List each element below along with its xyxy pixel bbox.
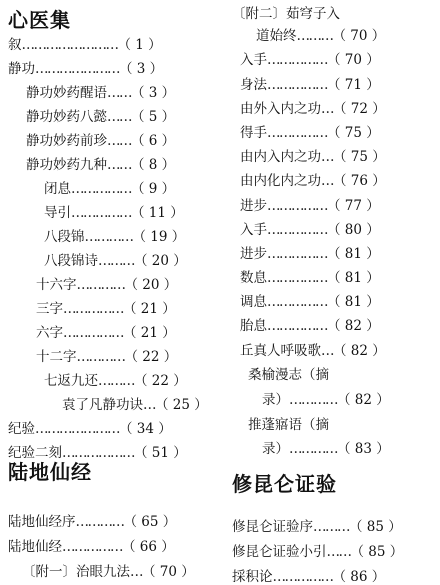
toc-leader-dots: …………… — [71, 181, 131, 197]
toc-leader-dots: …………… — [63, 325, 123, 341]
toc-entry-title: 纪验二刻 — [8, 445, 62, 461]
toc-entry-page: （ 85 ） — [350, 544, 404, 560]
toc-entry — [240, 145, 386, 165]
toc-entry-page: （ 82 ） — [337, 392, 390, 408]
toc-leader-dots: … — [321, 343, 333, 359]
toc-entry — [8, 57, 163, 77]
toc-entry-page: （ 85 ） — [349, 519, 402, 535]
toc-leader-dots: …………… — [267, 294, 327, 310]
toc-entry-page: （ 3 ） — [119, 61, 164, 77]
toc-entry-title: 六字 — [36, 325, 63, 341]
toc-entry — [44, 249, 187, 269]
toc-entry — [256, 24, 385, 44]
toc-entry — [248, 363, 329, 383]
toc-entry — [22, 560, 195, 580]
toc-entry-page: （ 83 ） — [337, 441, 390, 457]
toc-entry — [8, 510, 176, 530]
toc-entry-title: 进步 — [240, 198, 267, 214]
toc-leader-dots: ………… — [75, 514, 124, 530]
toc-entry-title: 录） — [262, 392, 289, 408]
toc-entry — [262, 388, 390, 408]
toc-entry-page: （ 20 ） — [124, 277, 178, 293]
toc-leader-dots: … — [130, 564, 142, 580]
toc-entry-page: （ 5 ） — [131, 109, 176, 125]
toc-entry-title: 陆地仙经序 — [8, 514, 76, 530]
toc-leader-dots: …… — [326, 544, 351, 560]
toc-entry-page: （ 81 ） — [327, 246, 380, 262]
toc-leader-dots: …………… — [71, 205, 131, 221]
toc-entry-title: 静功妙药八懿 — [26, 109, 107, 125]
toc-entry-page: （ 19 ） — [132, 229, 186, 245]
toc-entry-title: 〔附二〕茹穹子入 — [232, 6, 340, 22]
toc-entry-title: 静功妙药前珍 — [26, 133, 107, 149]
toc-leader-dots: …………… — [267, 125, 327, 141]
toc-entry-page: （ 81 ） — [327, 270, 380, 286]
toc-entry-page: （ 25 ） — [155, 397, 208, 413]
toc-entry-title: 数息 — [240, 270, 267, 286]
toc-entry — [26, 105, 175, 125]
toc-entry — [240, 242, 380, 262]
toc-entry-title: 入手 — [240, 222, 267, 238]
toc-entry — [240, 218, 380, 238]
toc-entry-page: （ 76 ） — [333, 173, 386, 189]
toc-leader-dots: ……… — [296, 28, 333, 44]
toc-leader-dots: …………… — [267, 52, 327, 68]
toc-leader-dots: ……… — [98, 373, 134, 389]
toc-entry — [232, 540, 403, 560]
toc-entry — [240, 48, 380, 68]
toc-entry-page: （ 75 ） — [327, 125, 380, 141]
toc-entry-page: （ 3 ） — [131, 85, 176, 101]
toc-leader-dots: …………… — [267, 222, 327, 238]
toc-entry-page: （ 1 ） — [117, 37, 162, 53]
toc-entry — [262, 437, 390, 457]
toc-entry-title: 静功 — [8, 61, 35, 77]
toc-leader-dots: ……………… — [62, 445, 134, 461]
section-heading: 修昆仑证验 — [232, 472, 337, 496]
toc-entry-page: （ 80 ） — [327, 222, 380, 238]
toc-leader-dots: ………………… — [35, 61, 119, 77]
toc-leader-dots: …………… — [267, 198, 327, 214]
toc-entry-title: 修昆仑证验序 — [232, 519, 313, 535]
toc-entry-page: （ 6 ） — [131, 133, 176, 149]
toc-entry-page: （ 9 ） — [131, 181, 176, 197]
toc-leader-dots: …… — [107, 133, 131, 149]
toc-entry — [232, 565, 385, 585]
toc-entry — [44, 225, 185, 245]
toc-entry-title: 叙 — [8, 37, 22, 53]
toc-entry-title: 进步 — [240, 246, 267, 262]
toc-leader-dots: ……… — [313, 519, 349, 535]
toc-leader-dots: …………… — [272, 569, 333, 585]
toc-entry-title: 採积论 — [232, 569, 273, 585]
toc-entry — [8, 33, 162, 53]
toc-entry — [8, 417, 172, 437]
toc-entry-page: （ 82 ） — [327, 318, 380, 334]
toc-entry — [36, 273, 177, 293]
toc-entry — [240, 97, 386, 117]
toc-leader-dots: …………… — [62, 539, 122, 555]
toc-entry-title: 桑榆漫志（摘 — [248, 367, 329, 383]
toc-entry-title: 录） — [262, 441, 289, 457]
toc-entry-page: （ 70 ） — [332, 28, 386, 44]
toc-entry-page: （ 82 ） — [333, 343, 386, 359]
toc-entry-page: （ 22 ） — [124, 349, 178, 365]
toc-entry-title: 袁了凡静功诀 — [62, 397, 143, 413]
toc-entry-title: 十二字 — [36, 349, 77, 365]
toc-entry — [232, 515, 402, 535]
toc-leader-dots: …………… — [267, 270, 327, 286]
toc-entry — [44, 201, 184, 221]
toc-entry-title: 丘真人呼吸歌 — [240, 343, 321, 359]
toc-entry-page: （ 70 ） — [327, 52, 380, 68]
toc-leader-dots: … — [143, 397, 155, 413]
toc-entry — [232, 2, 340, 22]
toc-entry — [36, 345, 177, 365]
toc-entry — [8, 441, 187, 461]
toc-entry — [36, 297, 176, 317]
toc-entry — [26, 153, 175, 173]
toc-entry-page: （ 65 ） — [123, 514, 177, 530]
toc-entry — [8, 535, 175, 555]
toc-leader-dots: … — [321, 101, 333, 117]
toc-entry-title: 静功妙药九种 — [26, 157, 107, 173]
toc-entry — [240, 266, 380, 286]
toc-entry-title: 胎息 — [240, 318, 267, 334]
toc-entry — [240, 73, 380, 93]
toc-entry — [44, 177, 175, 197]
toc-entry-title: 推蓬寤语（摘 — [248, 417, 329, 433]
toc-entry — [240, 121, 380, 141]
toc-leader-dots: ………… — [84, 229, 133, 245]
toc-leader-dots: ………………… — [35, 421, 119, 437]
toc-entry — [62, 393, 208, 413]
section-heading: 心医集 — [8, 8, 71, 32]
toc-entry-page: （ 20 ） — [134, 253, 187, 269]
toc-entry-title: 得手 — [240, 125, 267, 141]
toc-leader-dots: …………… — [63, 301, 123, 317]
toc-leader-dots: …………… — [267, 246, 327, 262]
toc-entry — [240, 339, 386, 359]
toc-entry-page: （ 21 ） — [123, 325, 176, 341]
toc-leader-dots: ………… — [289, 441, 337, 457]
toc-entry-title: 由内化内之功 — [240, 173, 321, 189]
toc-entry — [26, 81, 175, 101]
toc-entry-title: 〔附一〕治眼九法 — [22, 564, 130, 580]
toc-entry — [240, 194, 380, 214]
toc-entry-title: 调息 — [240, 294, 267, 310]
toc-entry-page: （ 71 ） — [327, 77, 380, 93]
toc-leader-dots: …… — [107, 85, 131, 101]
toc-entry-page: （ 72 ） — [333, 101, 386, 117]
toc-entry-title: 导引 — [44, 205, 71, 221]
toc-entry — [248, 413, 329, 433]
toc-entry-page: （ 81 ） — [327, 294, 380, 310]
toc-entry-page: （ 21 ） — [123, 301, 176, 317]
toc-entry-page: （ 22 ） — [134, 373, 187, 389]
toc-entry-title: 闭息 — [44, 181, 71, 197]
toc-entry — [240, 169, 386, 189]
toc-entry-title: 十六字 — [36, 277, 77, 293]
toc-entry-page: （ 51 ） — [134, 445, 187, 461]
toc-entry-title: 三字 — [36, 301, 63, 317]
toc-entry — [26, 129, 175, 149]
toc-entry-title: 八段锦诗 — [44, 253, 98, 269]
toc-entry-title: 七返九还 — [44, 373, 98, 389]
toc-leader-dots: …… — [107, 157, 131, 173]
toc-leader-dots: ………… — [76, 349, 125, 365]
toc-leader-dots: …………………… — [21, 37, 118, 53]
toc-entry-title: 由外入内之功 — [240, 101, 321, 117]
toc-entry-page: （ 77 ） — [327, 198, 380, 214]
toc-entry-page: （ 11 ） — [131, 205, 184, 221]
toc-leader-dots: ………… — [76, 277, 125, 293]
toc-entry-title: 陆地仙经 — [8, 539, 62, 555]
toc-entry-page: （ 34 ） — [119, 421, 172, 437]
toc-entry-title: 静功妙药醒语 — [26, 85, 107, 101]
toc-entry-page: （ 8 ） — [131, 157, 176, 173]
toc-entry-page: （ 75 ） — [333, 149, 386, 165]
toc-leader-dots: ……… — [98, 253, 134, 269]
toc-leader-dots: … — [321, 173, 333, 189]
toc-entry-title: 纪验 — [8, 421, 35, 437]
toc-leader-dots: … — [321, 149, 333, 165]
toc-entry — [240, 290, 380, 310]
toc-entry-page: （ 66 ） — [122, 539, 175, 555]
toc-entry-page: （ 70 ） — [142, 564, 195, 580]
toc-entry-title: 修昆仑证验小引 — [232, 544, 327, 560]
toc-leader-dots: ………… — [289, 392, 337, 408]
toc-entry-title: 道始终 — [256, 28, 297, 44]
toc-entry-title: 由内入内之功 — [240, 149, 321, 165]
toc-entry — [44, 369, 187, 389]
toc-entry — [36, 321, 176, 341]
toc-leader-dots: …………… — [267, 318, 327, 334]
toc-entry-title: 身法 — [240, 77, 267, 93]
section-heading: 陆地仙经 — [8, 460, 92, 484]
toc-entry-page: （ 86 ） — [332, 569, 386, 585]
toc-leader-dots: …………… — [267, 77, 327, 93]
toc-entry-title: 入手 — [240, 52, 267, 68]
toc-entry-title: 八段锦 — [44, 229, 85, 245]
toc-leader-dots: …… — [107, 109, 131, 125]
toc-entry — [240, 314, 380, 334]
